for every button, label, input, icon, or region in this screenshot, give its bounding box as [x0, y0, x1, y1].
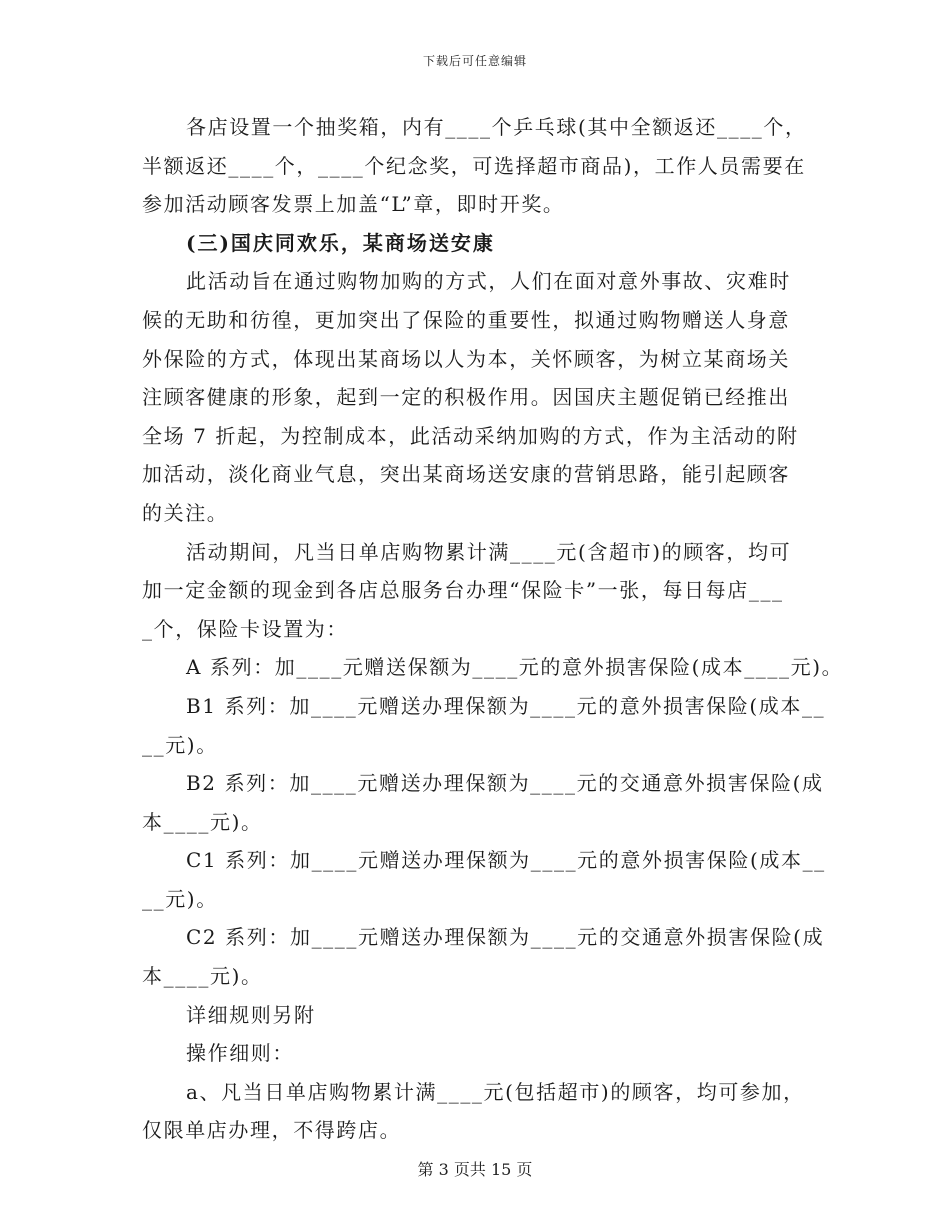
- text-line: 仅限单店办理，不得跨店。: [142, 1118, 402, 1143]
- text-line: 外保险的方式，体现出某商场以人为本，关怀顾客，为树立某商场关: [142, 346, 790, 371]
- text-line: A 系列：加____元赠送保额为____元的意外损害保险(成本____元)。: [186, 655, 844, 680]
- text-line: 加一定金额的现金到各店总服务台办理“保险卡”一张，每日每店___: [142, 578, 784, 603]
- text-line: 全场 7 折起，为控制成本，此活动采纳加购的方式，作为主活动的附: [142, 423, 799, 448]
- text-line: 详细规则另附: [186, 1002, 316, 1027]
- text-line: a、凡当日单店购物累计满____元(包括超市)的顾客，均可参加，: [186, 1079, 805, 1104]
- text-line: C1 系列：加____元赠送办理保额为____元的意外损害保险(成本__: [186, 848, 826, 873]
- page-header: 下载后可任意编辑: [422, 54, 527, 68]
- text-line: 半额返还____个，____个纪念奖，可选择超市商品)，工作人员需要在: [142, 153, 806, 178]
- text-line: 加活动，淡化商业气息，突出某商场送安康的营销思路，能引起顾客: [142, 462, 790, 487]
- text-line: 操作细则：: [186, 1041, 294, 1066]
- text-line: 各店设置一个抽奖箱，内有____个乒乓球(其中全额返还____个，: [186, 115, 807, 139]
- text-line: _个，保险卡设置为：: [142, 616, 348, 641]
- text-line: 候的无助和彷徨，更加突出了保险的重要性，拟通过购物赠送人身意: [142, 307, 790, 332]
- document-body: [142, 108, 844, 1150]
- text-line: 本____元)。: [142, 964, 263, 989]
- text-line: 注顾客健康的形象，起到一定的积极作用。因国庆主题促销已经推出: [142, 385, 790, 410]
- text-line: B1 系列：加____元赠送办理保额为____元的意外损害保险(成本__: [186, 693, 826, 718]
- text-line: B2 系列：加____元赠送办理保额为____元的交通意外损害保险(成: [186, 771, 824, 796]
- text-line: C2 系列：加____元赠送办理保额为____元的交通意外损害保险(成: [186, 925, 825, 950]
- text-line: 本____元)。: [142, 809, 263, 834]
- text-line: __元)。: [142, 886, 218, 911]
- text-line: 活动期间，凡当日单店购物累计满____元(含超市)的顾客，均可: [186, 539, 792, 564]
- section-heading: (三)国庆同欢乐，某商场送安康: [186, 230, 495, 255]
- text-line: 参加活动顾客发票上加盖“L”章，即时开奖。: [142, 192, 565, 217]
- text-line: 的关注。: [142, 500, 229, 525]
- text-line: __元)。: [142, 732, 218, 757]
- page-footer: 第 3 页共 15 页: [417, 1160, 533, 1179]
- text-line: 此活动旨在通过购物加购的方式，人们在面对意外事故、灾难时: [186, 269, 791, 294]
